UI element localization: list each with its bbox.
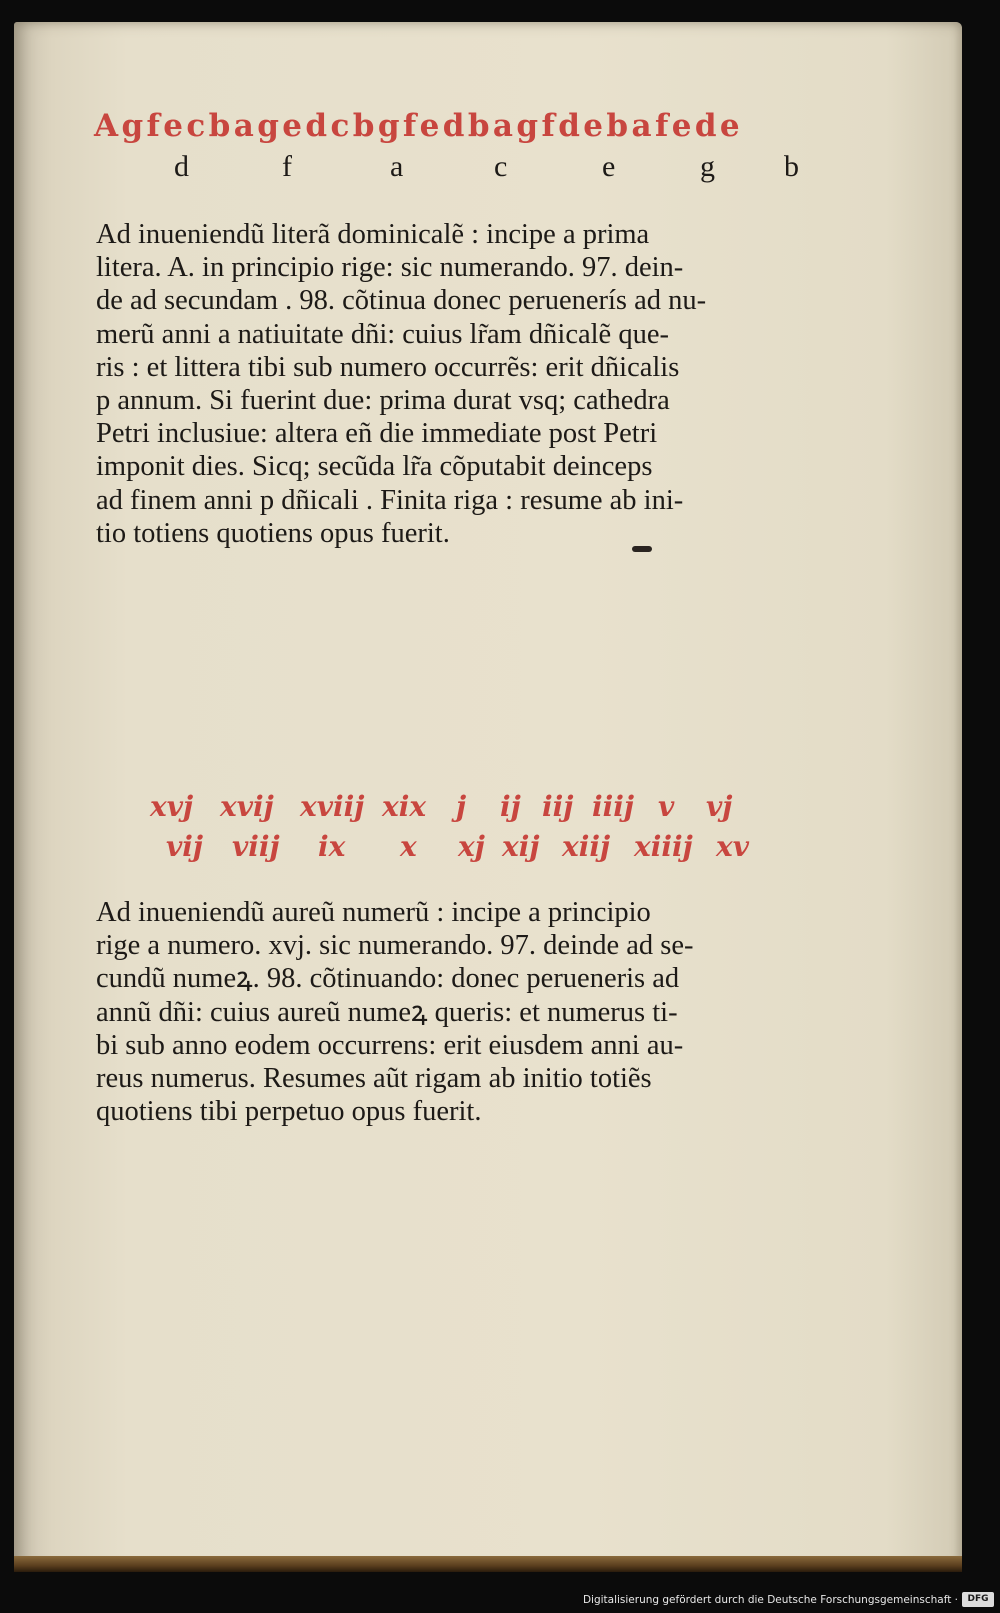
text-line: imponit dies. Sicq; secũda lr̃a cõputabit deinceps (96, 451, 653, 483)
golden-number: ij (500, 790, 521, 823)
text-line: rige a numero. xvj. sic numerando. 97. deinde ad se- (96, 930, 694, 962)
ink-mark (632, 546, 652, 552)
golden-number: iiij (592, 790, 635, 823)
golden-number: xix (382, 790, 427, 823)
golden-number: viij (232, 830, 280, 863)
text-line: Ad inueniendũ literã dominicalẽ : incipe a prima (96, 219, 650, 250)
golden-number: xiij (562, 830, 611, 863)
text-line: reus numerus. Resumes aũt rigam ab initio totiẽs (96, 1063, 652, 1095)
text-line: litera. A. in principio rige: sic numerando. 97. dein- (96, 252, 684, 284)
golden-number: ix (318, 830, 346, 863)
text-line: quotiens tibi perpetuo opus fuerit. (96, 1096, 482, 1128)
text-line: cundũ numeꝝ. 98. cõtinuando: donec perueneris ad (96, 963, 680, 995)
dominical-letters-row: Agfecbagedcbgfedbagfdebafede (94, 108, 744, 144)
golden-numbers-row (150, 790, 790, 830)
golden-number: j (456, 790, 467, 823)
golden-number-instructions (96, 896, 826, 1128)
text-line: annũ dñi: cuius aureũ numeꝝ queris: et numerus ti- (96, 996, 678, 1028)
text-line: p annum. Si fuerint due: prima durat vsq; cathedra (96, 385, 670, 417)
text-line: Petri inclusiue: altera eñ die immediate post Petri (96, 418, 658, 450)
golden-number: xvij (220, 790, 274, 823)
text-line: ris : et littera tibi sub numero occurrẽs: erit dñicalis (96, 351, 680, 383)
dominical-letter: d (174, 150, 189, 183)
golden-number: xij (502, 830, 540, 863)
golden-number: xj (458, 830, 485, 863)
golden-number: xvj (150, 790, 194, 823)
dominical-letter: g (700, 150, 715, 183)
dominical-letter-instructions (96, 218, 826, 550)
text-line: ad finem anni p dñicali . Finita riga : resume ab ini- (96, 484, 684, 516)
text-line: de ad secundam . 98. cõtinua donec peruenerís ad nu- (96, 285, 707, 317)
golden-number: vj (706, 790, 733, 823)
golden-number: xviij (300, 790, 365, 823)
golden-number: xiiij (634, 830, 693, 863)
dominical-letter: a (390, 150, 404, 183)
golden-number: vij (166, 830, 204, 863)
golden-number: iij (542, 790, 574, 823)
text-line: tio totiens quotiens opus fuerit. (96, 517, 450, 549)
golden-number: xv (716, 830, 749, 863)
dominical-letter: c (494, 150, 508, 183)
digitization-credit: Digitalisierung gefördert durch die Deutsche Forschungsgemeinschaft · (582, 1594, 958, 1606)
dominical-letter: f (282, 150, 292, 183)
text-line: merũ anni a natiuitate dñi: cuius lr̃am dñicalẽ que- (96, 318, 669, 350)
dfg-logo: DFG (962, 1592, 994, 1607)
dominical-letter: e (602, 150, 616, 183)
dominical-letter: b (784, 150, 799, 183)
dominical-letters-second-row (94, 150, 829, 190)
golden-numbers-row (150, 830, 790, 870)
golden-number: x (400, 830, 417, 863)
text-line: bi sub anno eodem occurrens: erit eiusdem anni au- (96, 1029, 684, 1061)
golden-number: v (658, 790, 675, 823)
page-edge (14, 1556, 962, 1572)
text-line: Ad inueniendũ aureũ numerũ : incipe a principio (96, 897, 651, 928)
